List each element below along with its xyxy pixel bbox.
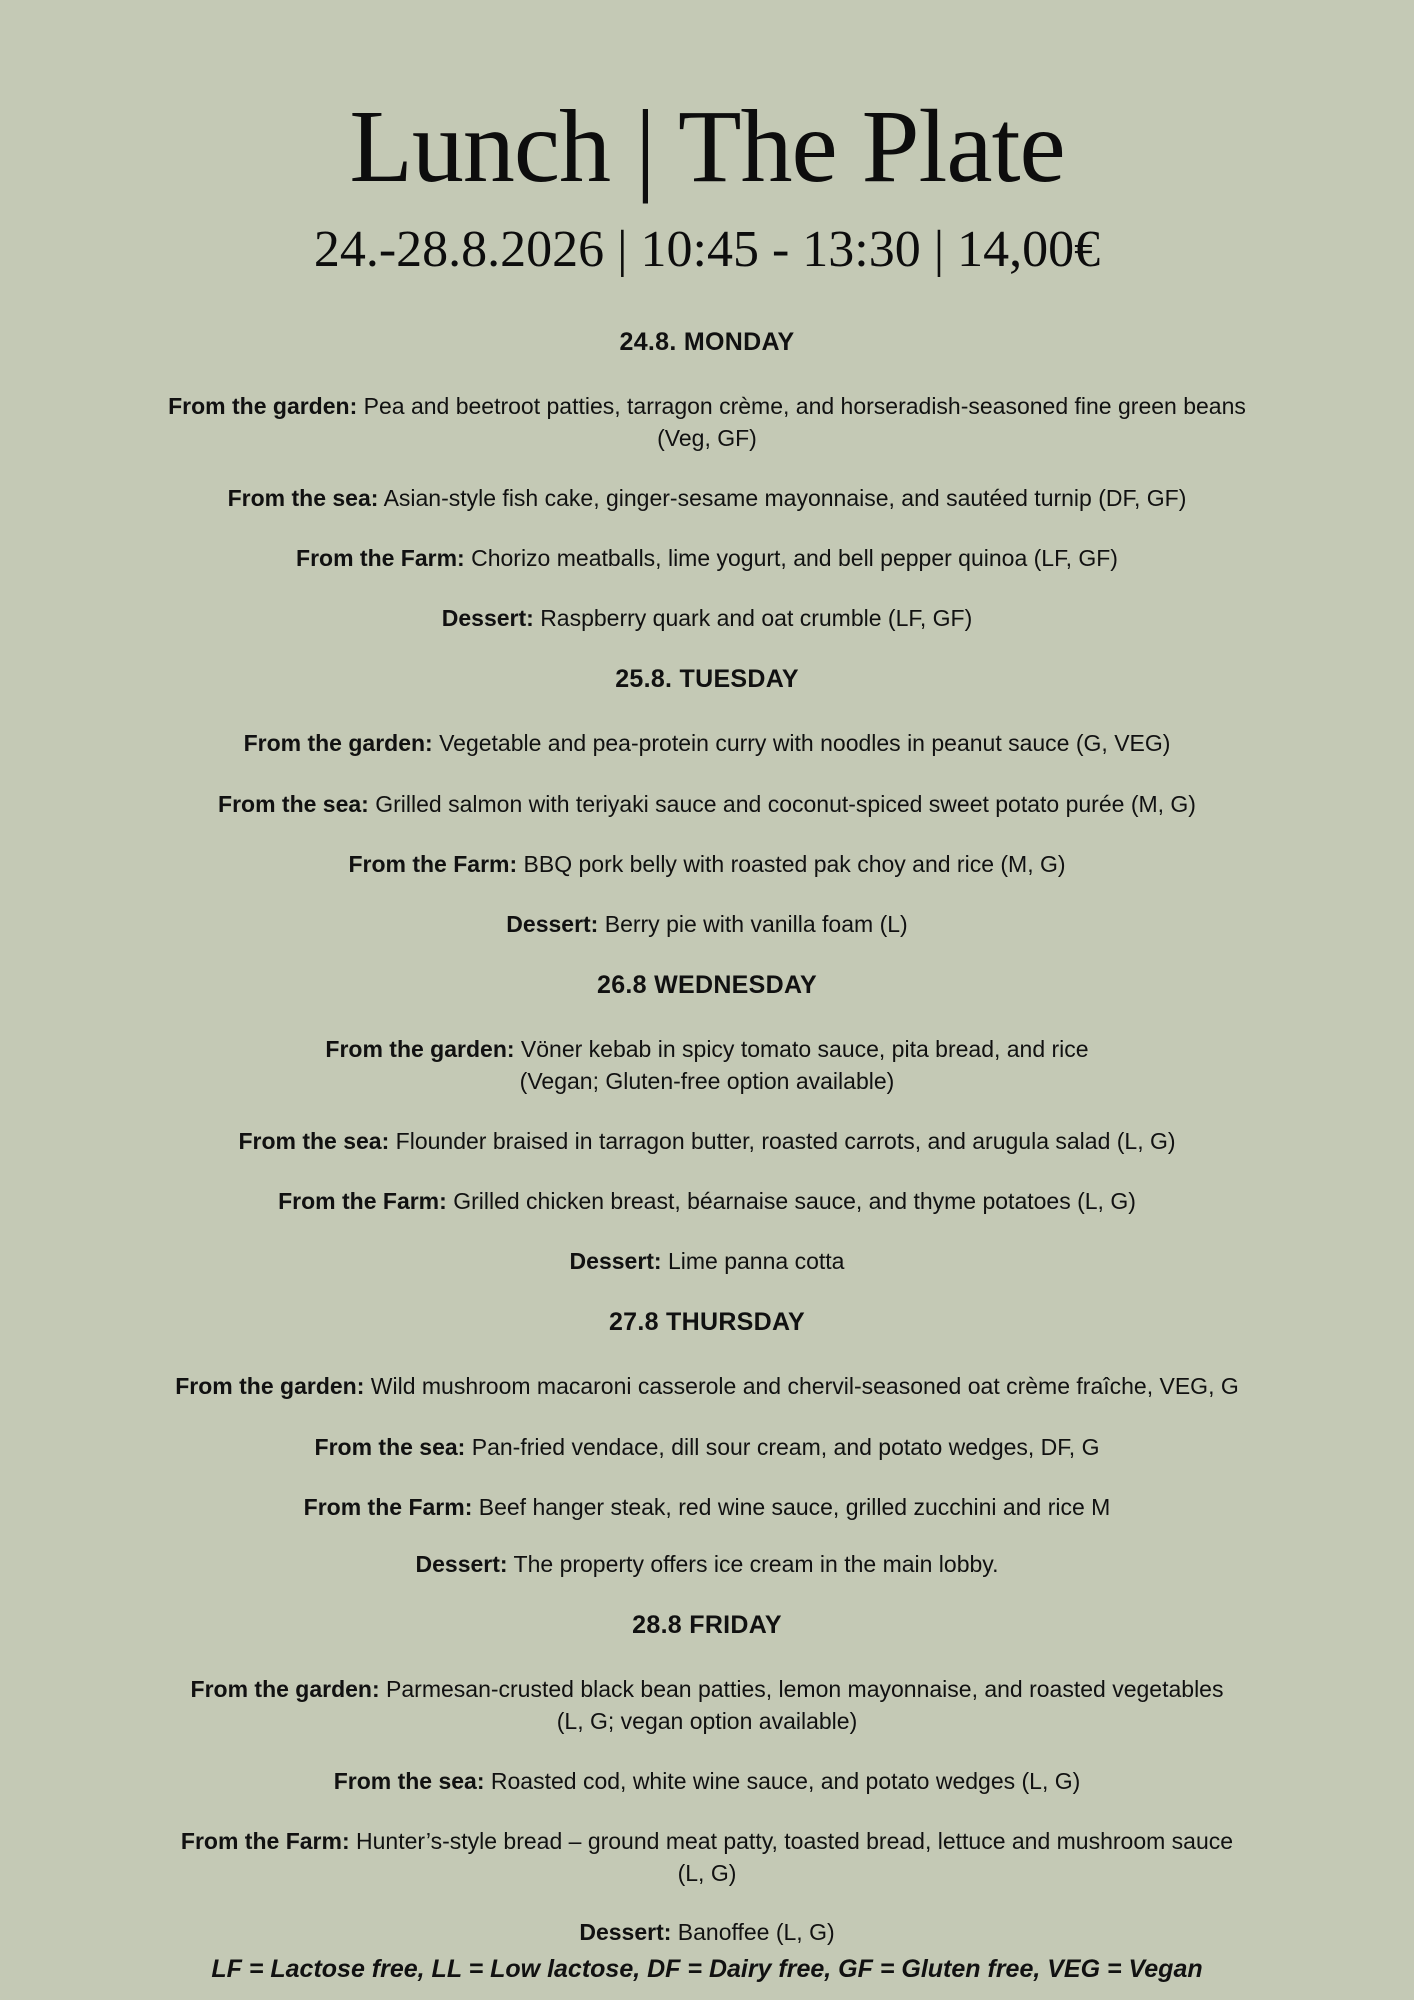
menu-item-tuesday-farm [70, 848, 1344, 880]
menu-item-label: From the garden: [243, 730, 433, 756]
menu-item-text: Banoffee (L, G) [677, 1919, 835, 1945]
menu-item-text: Grilled salmon with teriyaki sauce and coconut-spiced sweet potato purée (M, G) [375, 791, 1196, 817]
menu-item-friday-farm [70, 1825, 1344, 1889]
menu-item-label: From the Farm: [348, 851, 518, 877]
menu-item-text: Pea and beetroot patties, tarragon crème, and horseradish-seasoned fine green beans [363, 393, 1246, 419]
menu-item-tuesday-dessert [70, 908, 1344, 940]
menu-item-text: Wild mushroom macaroni casserole and chervil-seasoned oat crème fraîche, VEG, G [370, 1373, 1239, 1399]
menu-item-label: Dessert: [579, 1919, 672, 1945]
menu-item-text: Chorizo meatballs, lime yogurt, and bell pepper quinoa (LF, GF) [471, 545, 1118, 571]
page-title: Lunch | The Plate [349, 89, 1065, 204]
menu-item-label: Dessert: [569, 1248, 662, 1274]
menu-item-text: Roasted cod, white wine sauce, and potato wedges (L, G) [490, 1768, 1081, 1794]
menu-item-text: Raspberry quark and oat crumble (LF, GF) [540, 605, 973, 631]
menu-item-text-extra: (Vegan; Gluten-free option available) [519, 1068, 895, 1094]
menu-item-text: Asian-style fish cake, ginger-sesame mayonnaise, and sautéed turnip (DF, GF) [383, 485, 1187, 511]
menu-item-label: From the garden: [168, 393, 358, 419]
menu-item-text: Hunter’s-style bread – ground meat patty, toasted bread, lettuce and mushroom sauce [356, 1828, 1234, 1854]
menu-item-text-extra: (L, G) [677, 1860, 737, 1886]
menu-item-text: Lime panna cotta [667, 1248, 845, 1274]
day-heading-monday: 24.8. MONDAY [619, 328, 795, 356]
menu-item-label: From the sea: [227, 485, 379, 511]
menu-item-monday-dessert [70, 602, 1344, 634]
menu-item-text: The property offers ice cream in the main lobby. [513, 1551, 999, 1577]
menu-item-text: Flounder braised in tarragon butter, roasted carrots, and arugula salad (L, G) [395, 1128, 1176, 1154]
menu-item-label: From the garden: [325, 1036, 515, 1062]
menu-item-text: Beef hanger steak, red wine sauce, grilled zucchini and rice M [478, 1494, 1111, 1520]
menu-item-label: From the Farm: [180, 1828, 350, 1854]
menu-item-label: From the sea: [333, 1768, 485, 1794]
menu-item-wednesday-sea [70, 1125, 1344, 1157]
menu-item-label: Dessert: [506, 911, 599, 937]
dietary-legend: LF = Lactose free, LL = Low lactose, DF = Dairy free, GF = Gluten free, VEG = Vegan [211, 1955, 1203, 1983]
menu-item-wednesday-farm [70, 1185, 1344, 1217]
menu-item-text: Vöner kebab in spicy tomato sauce, pita bread, and rice [520, 1036, 1089, 1062]
menu-item-monday-farm [70, 542, 1344, 574]
menu-item-wednesday-dessert [70, 1245, 1344, 1277]
menu-item-wednesday-garden [70, 1033, 1344, 1097]
menu-item-label: From the garden: [175, 1373, 365, 1399]
menu-item-text-extra: (Veg, GF) [657, 425, 757, 451]
menu-item-label: From the sea: [314, 1434, 466, 1460]
menu-item-thursday-garden [70, 1370, 1344, 1402]
menu-item-text: Vegetable and pea-protein curry with noodles in peanut sauce (G, VEG) [439, 730, 1171, 756]
menu-item-label: From the garden: [190, 1676, 380, 1702]
menu-item-label: From the sea: [218, 791, 369, 817]
menu-item-label: From the sea: [238, 1128, 390, 1154]
menu-item-thursday-sea [70, 1431, 1344, 1463]
menu-item-friday-dessert [70, 1916, 1344, 1948]
menu-item-thursday-farm [70, 1491, 1344, 1523]
page-subtitle: 24.-28.8.2026 | 10:45 - 13:30 | 14,00€ [313, 221, 1101, 278]
menu-item-text: Pan-fried vendace, dill sour cream, and potato wedges, DF, G [471, 1434, 1100, 1460]
menu-item-text: Grilled chicken breast, béarnaise sauce, and thyme potatoes (L, G) [453, 1188, 1136, 1214]
menu-item-text: Parmesan-crusted black bean patties, lemon mayonnaise, and roasted vegetables [386, 1676, 1224, 1702]
menu-item-text-extra: (L, G; vegan option available) [556, 1708, 858, 1734]
menu-item-tuesday-sea [70, 788, 1344, 820]
menu-item-thursday-dessert [70, 1548, 1344, 1580]
menu-item-label: Dessert: [415, 1551, 508, 1577]
menu-item-friday-garden [70, 1673, 1344, 1737]
menu-item-tuesday-garden [70, 727, 1344, 759]
menu-item-label: From the Farm: [303, 1494, 473, 1520]
day-heading-thursday: 27.8 THURSDAY [608, 1308, 806, 1336]
day-heading-wednesday: 26.8 WEDNESDAY [596, 971, 818, 999]
day-heading-tuesday: 25.8. TUESDAY [615, 665, 799, 693]
menu-item-label: From the Farm: [296, 545, 465, 571]
menu-item-text: Berry pie with vanilla foam (L) [604, 911, 908, 937]
day-heading-friday: 28.8 FRIDAY [632, 1611, 782, 1639]
menu-item-text: BBQ pork belly with roasted pak choy and rice (M, G) [523, 851, 1066, 877]
menu-item-monday-garden [70, 390, 1344, 454]
menu-item-monday-sea [70, 482, 1344, 514]
menu-item-friday-sea [70, 1765, 1344, 1797]
menu-item-label: From the Farm: [278, 1188, 447, 1214]
menu-item-label: Dessert: [441, 605, 534, 631]
